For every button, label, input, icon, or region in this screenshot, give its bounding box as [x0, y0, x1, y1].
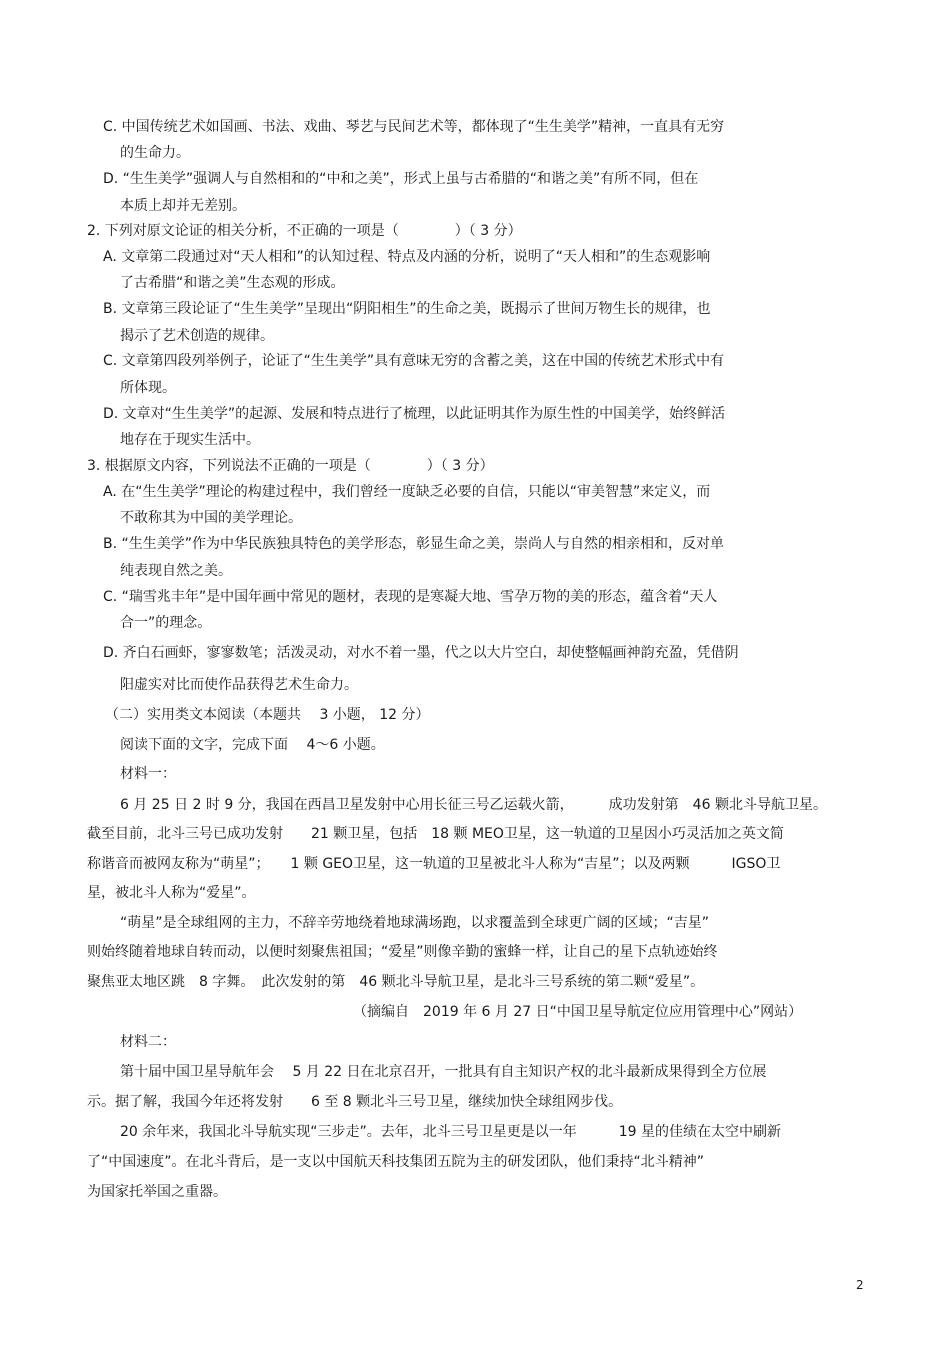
text-line: 第十届中国卫星导航年会 5 月 22 日在北京召开，一批具有自主知识产权的北斗最新成果得到全方位展: [120, 1064, 767, 1080]
text-line: 星，被北斗人称为“爱星”。: [87, 885, 256, 901]
text-line: 6 月 25 日 2 时 9 分，我国在西昌卫星发射中心用长征三号乙运载火箭， 成功发射第 46 颗北斗导航卫星。: [120, 797, 827, 813]
text-line: 阅读下面的文字，完成下面 4～6 小题。: [120, 737, 385, 753]
material-label: 材料一：: [120, 766, 176, 782]
text-line: C. 文章第四段列举例子，论证了“生生美学”具有意味无穷的含蓄之美，这在中国的传统艺术形式中有: [103, 353, 725, 369]
question-2: 2. 下列对原文论证的相关分析，不正确的一项是（ ）（ 3 分）: [87, 223, 522, 239]
question-3: 3. 根据原文内容，下列说法不正确的一项是（ ）（ 3 分）: [87, 458, 494, 474]
text-line: B. 文章第三段论证了“生生美学”呈现出“阴阳相生”的生命之美，既揭示了世间万物生长的规律，也: [103, 301, 711, 317]
text-line: 称谐音而被网友称为“萌星”； 1 颗 GEO卫星，这一轨道的卫星被北斗人称为“吉星”；以及两颗 IGSO卫: [87, 856, 781, 872]
text-line: D. “生生美学”强调人与自然相和的“中和之美”，形式上虽与古希腊的“和谐之美”有所不同，但在: [103, 171, 699, 187]
text-line: C. 中国传统艺术如国画、书法、戏曲、琴艺与民间艺术等，都体现了“生生美学”精神，一直具有无穷: [103, 119, 725, 135]
text-line: A. 在“生生美学”理论的构建过程中，我们曾经一度缺乏必要的自信，只能以“审美智慧”来定义，而: [103, 484, 711, 500]
text-line: D. 文章对“生生美学”的起源、发展和特点进行了梳理，以此证明其作为原生性的中国美学，始终鲜活: [103, 406, 726, 422]
text-line: “萌星”是全球组网的主力，不辞辛劳地绕着地球满场跑，以求覆盖到全球更广阔的区域；“吉星”: [120, 915, 710, 931]
text-line: 本质上却并无差别。: [120, 198, 246, 214]
text-line: 阳虚实对比而使作品获得艺术生命力。: [120, 677, 358, 693]
text-line: 不敢称其为中国的美学理论。: [120, 510, 302, 526]
text-line: 聚焦亚太地区跳 8 字舞。 此次发射的第 46 颗北斗导航卫星，是北斗三号系统的第二颗“爱星”。: [87, 974, 705, 990]
text-line: 了“中国速度”。在北斗背后，是一支以中国航天科技集团五院为主的研发团队，他们秉持“北斗精神”: [87, 1154, 705, 1170]
text-line: 合一”的理念。: [120, 615, 212, 631]
text-line: 为国家托举国之重器。: [87, 1184, 227, 1200]
source-citation: （摘编自 2019 年 6 月 27 日“中国卫星导航定位应用管理中心”网站）: [353, 1004, 803, 1020]
text-line: D. 齐白石画虾，寥寥数笔；活泼灵动，对水不着一墨，代之以大片空白，却使整幅画神韵充盈，凭借阴: [103, 645, 739, 661]
text-line: B. “生生美学”作为中华民族独具特色的美学形态，彰显生命之美，崇尚人与自然的相亲相和，反对单: [103, 536, 725, 552]
text-line: 了古希腊“和谐之美”生态观的形成。: [120, 275, 345, 291]
text-line: 示。据了解，我国今年还将发射 6 至 8 颗北斗三号卫星，继续加快全球组网步伐。: [87, 1094, 623, 1110]
text-line: 揭示了艺术创造的规律。: [120, 328, 274, 344]
text-line: 所体现。: [120, 380, 176, 396]
section-heading: （二）实用类文本阅读（本题共 3 小题， 12 分）: [105, 707, 430, 723]
text-line: 20 余年来，我国北斗导航实现“三步走”。去年，北斗三号卫星更是以一年 19 星的佳绩在太空中刷新: [120, 1124, 782, 1140]
text-line: 则始终随着地球自转而动，以便时刻聚焦祖国；“爱星”则像辛勤的蜜蜂一样，让自己的星下点轨迹始终: [87, 944, 718, 960]
text-line: C. “瑞雪兆丰年”是中国年画中常见的题材，表现的是寒凝大地、雪孕万物的美的形态，蕴含着“天人: [103, 589, 718, 605]
material-label: 材料二：: [120, 1034, 176, 1050]
text-line: 地存在于现实生活中。: [120, 432, 260, 448]
text-line: 纯表现自然之美。: [120, 563, 232, 579]
page-number: 2: [856, 1278, 864, 1292]
text-line: 截至目前，北斗三号已成功发射 21 颗卫星，包括 18 颗 MEO卫星，这一轨道的卫星因小巧灵活加之英文简: [87, 826, 784, 842]
text-line: 的生命力。: [120, 145, 190, 161]
text-line: A. 文章第二段通过对“天人相和”的认知过程、特点及内涵的分析，说明了“天人相和”的生态观影响: [103, 249, 711, 265]
